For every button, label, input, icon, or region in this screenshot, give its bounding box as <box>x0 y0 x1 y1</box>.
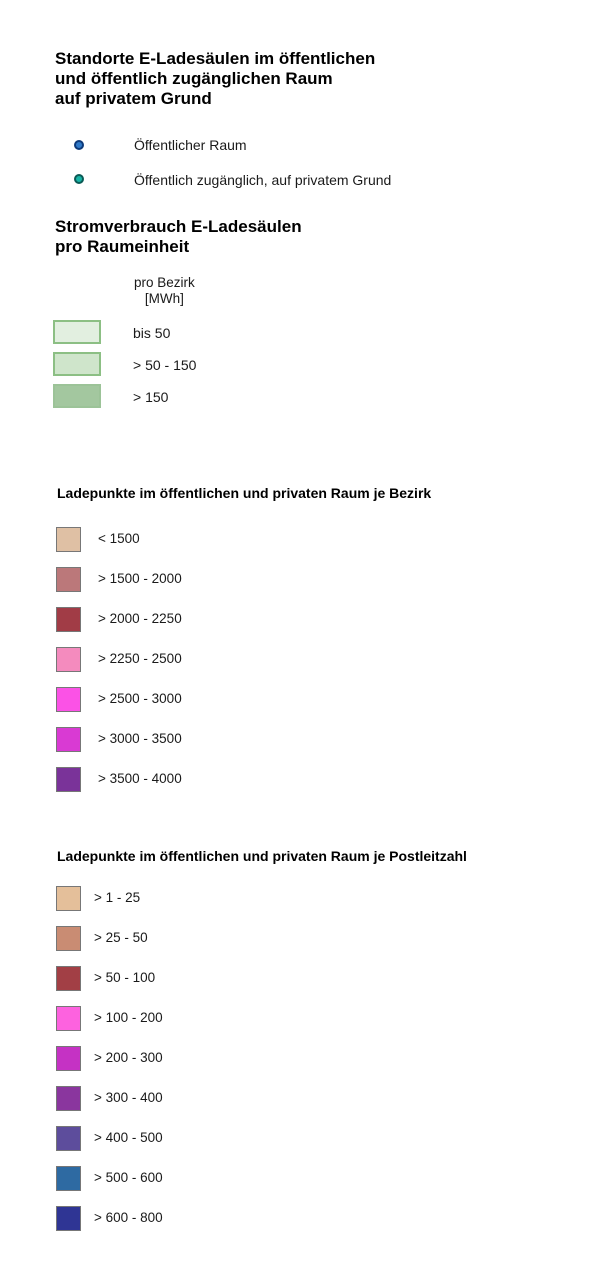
plz-swatch <box>56 1046 81 1071</box>
locations-title-line1: Standorte E-Ladesäulen im öffentlichen <box>55 49 376 68</box>
plz-swatch <box>56 966 81 991</box>
bezirk-label: > 2500 - 3000 <box>98 691 182 706</box>
plz-swatch <box>56 1006 81 1031</box>
power-title-line1: Stromverbrauch E-Ladesäulen <box>55 217 302 236</box>
plz-label: > 500 - 600 <box>94 1170 163 1185</box>
power-swatch <box>53 384 101 408</box>
power-swatch <box>53 320 101 344</box>
plz-swatch <box>56 1206 81 1231</box>
bezirk-label: > 3500 - 4000 <box>98 771 182 786</box>
bezirk-swatch <box>56 607 81 632</box>
power-unit <box>134 275 195 307</box>
plz-label: > 200 - 300 <box>94 1050 163 1065</box>
locations-title <box>55 49 375 109</box>
bezirk-swatch <box>56 687 81 712</box>
plz-label: > 100 - 200 <box>94 1010 163 1025</box>
bezirk-swatch <box>56 567 81 592</box>
power-title-line2: pro Raumeinheit <box>55 237 190 256</box>
legend-label-public: Öffentlicher Raum <box>134 137 247 153</box>
power-unit-line2: [MWh] <box>144 291 184 306</box>
power-swatch <box>53 352 101 376</box>
power-unit-line1: pro Bezirk <box>134 275 195 290</box>
bezirk-label: < 1500 <box>98 531 140 546</box>
plz-swatch <box>56 926 81 951</box>
plz-label: > 400 - 500 <box>94 1130 163 1145</box>
bezirk-title: Ladepunkte im öffentlichen und privaten Raum je Bezirk <box>57 485 432 501</box>
bezirk-label: > 2000 - 2250 <box>98 611 182 626</box>
bezirk-label: > 3000 - 3500 <box>98 731 182 746</box>
plz-label: > 50 - 100 <box>94 970 156 985</box>
plz-label: > 600 - 800 <box>94 1210 163 1225</box>
power-label: > 50 - 150 <box>133 357 197 373</box>
plz-swatch <box>56 1126 81 1151</box>
power-label: > 150 <box>133 389 169 405</box>
legend-label-private-accessible: Öffentlich zugänglich, auf privatem Grund <box>134 172 392 188</box>
plz-swatch <box>56 886 81 911</box>
plz-swatch <box>56 1166 81 1191</box>
plz-label: > 1 - 25 <box>94 890 141 905</box>
bezirk-label: > 2250 - 2500 <box>98 651 182 666</box>
bezirk-swatch <box>56 727 81 752</box>
plz-title: Ladepunkte im öffentlichen und privaten Raum je Postleitzahl <box>57 848 467 864</box>
plz-swatch <box>56 1086 81 1111</box>
bezirk-label: > 1500 - 2000 <box>98 571 182 586</box>
plz-label: > 300 - 400 <box>94 1090 163 1105</box>
locations-title-line3: auf privatem Grund <box>55 89 212 108</box>
power-title <box>55 217 302 257</box>
private-accessible-point-marker-icon <box>74 174 84 184</box>
bezirk-swatch <box>56 527 81 552</box>
locations-title-line2: und öffentlich zugänglichen Raum <box>55 69 333 88</box>
public-point-marker-icon <box>74 140 84 150</box>
bezirk-swatch <box>56 647 81 672</box>
bezirk-swatch <box>56 767 81 792</box>
plz-label: > 25 - 50 <box>94 930 148 945</box>
power-label: bis 50 <box>133 325 171 341</box>
